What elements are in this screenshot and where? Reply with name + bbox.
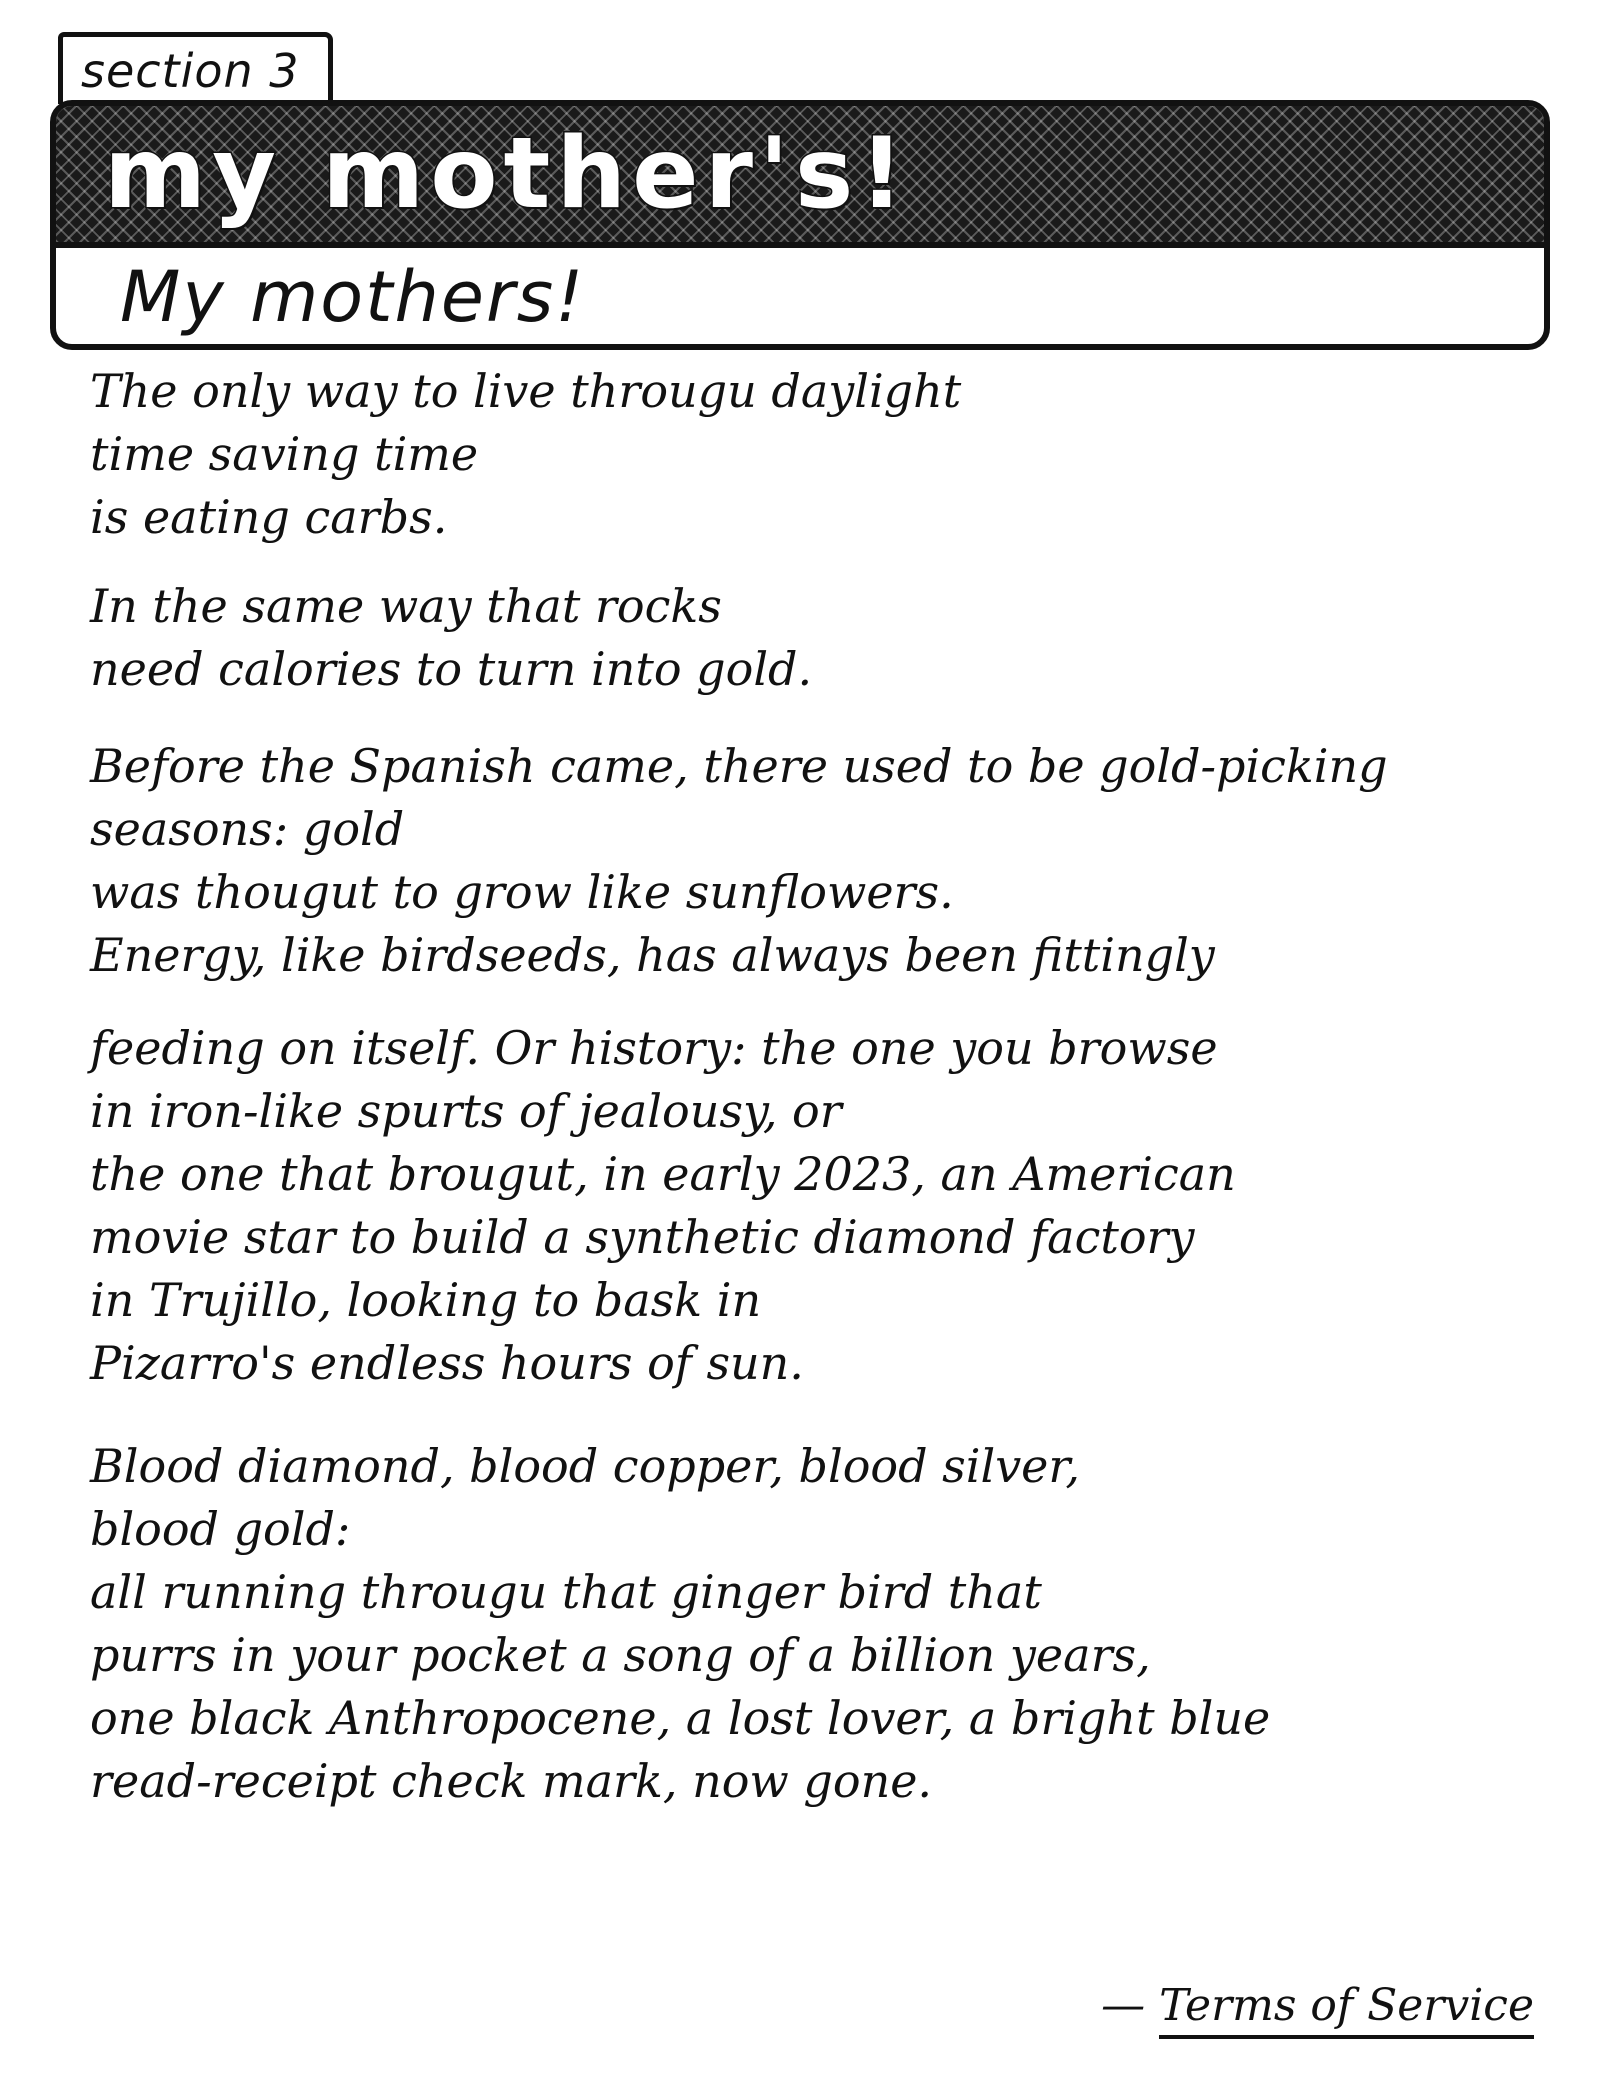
poem-line: in Trujillo, looking to bask in [90, 1273, 762, 1327]
header-box [50, 100, 1550, 350]
poem-line: Energy, like birdseeds, has always been fittingly [90, 928, 1215, 982]
poem-line: seasons: gold [90, 802, 405, 856]
title-band [56, 106, 1544, 248]
poem-line: feeding on itself. Or history: the one you browse [90, 1021, 1218, 1075]
poem-line: Before the Spanish came, there used to be gold-picking [90, 739, 1388, 793]
poem-line: purrs in your pocket a song of a billion years, [90, 1628, 1151, 1682]
page-title: my mother's! [104, 117, 910, 231]
stanza-4 [90, 1017, 1550, 1395]
poem-line: is eating carbs. [90, 490, 448, 544]
stanza-3 [90, 735, 1550, 987]
poem-line: read-receipt check mark, now gone. [90, 1754, 933, 1808]
section-label-text: section 3 [81, 43, 300, 98]
signature [1101, 1980, 1534, 2031]
poem-line: Pizarro's endless hours of sun. [90, 1336, 804, 1390]
poem-line: time saving time [90, 427, 479, 481]
page-subtitle: My mothers! [120, 256, 586, 338]
poem-line: need calories to turn into gold. [90, 642, 813, 696]
poem-line: the one that brougut, in early 2023, an American [90, 1147, 1236, 1201]
section-label [58, 32, 333, 104]
poem-line: The only way to live througu daylight [90, 364, 962, 418]
poem-line: Blood diamond, blood copper, blood silver, [90, 1439, 1080, 1493]
poem-body [90, 360, 1550, 1813]
poem-line: was thougut to grow like sunflowers. [90, 865, 954, 919]
stanza-5 [90, 1435, 1550, 1813]
stanza-2 [90, 575, 1550, 701]
signature-text: Terms of Service [1159, 1980, 1534, 2039]
poem-line: all running througu that ginger bird that [90, 1565, 1042, 1619]
stanza-1 [90, 360, 1550, 549]
poem-line: in iron-like spurts of jealousy, or [90, 1084, 842, 1138]
poem-line: blood gold: [90, 1502, 351, 1556]
poem-line: one black Anthropocene, a lost lover, a bright blue [90, 1691, 1271, 1745]
signature-dash: — [1101, 1980, 1146, 2031]
poem-line: In the same way that rocks [90, 579, 722, 633]
poem-line: movie star to build a synthetic diamond factory [90, 1210, 1195, 1264]
